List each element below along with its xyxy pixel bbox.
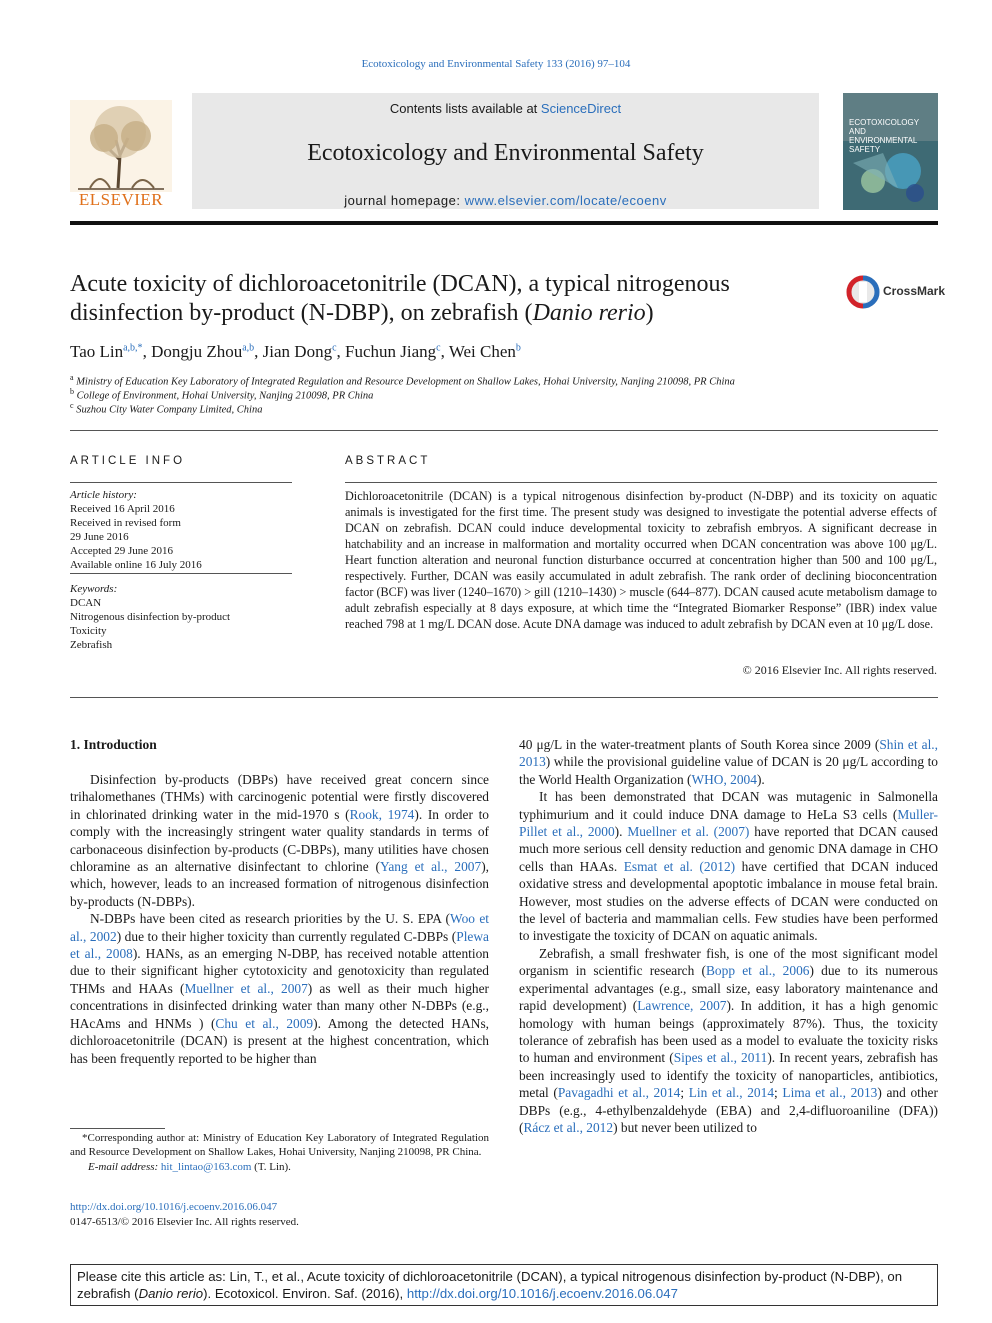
body-text: ). In addition, it has a high genomic homology with human beings (approximately 87%). Thus, the toxicity tolerance of zebrafish has been used as a model to evaluate the toxicity risks to human and environment ( xyxy=(519,998,939,1066)
email-label: E-mail address: xyxy=(88,1160,159,1173)
citation-link[interactable]: Shin et al., 2013 xyxy=(519,737,938,770)
article-title xyxy=(70,270,820,328)
author-name[interactable]: Dongju Zhou xyxy=(151,342,243,361)
crossmark-icon xyxy=(845,274,881,310)
email-suffix: (T. Lin). xyxy=(251,1160,291,1173)
journal-cover[interactable] xyxy=(843,93,938,210)
cite-doi-link[interactable]: http://dx.doi.org/10.1016/j.ecoenv.2016.06.047 xyxy=(406,1286,678,1301)
footnote-rule xyxy=(70,1128,165,1129)
body-text: ). In recent years, zebrafish has been increasingly used to identify the toxicity of nanoparticles, antibiotics, metal ( xyxy=(519,1050,938,1101)
body-text: have reported that DCAN caused much more serious cell density reduction and genomic DNA damage in CHO cells than HAAs. xyxy=(519,824,938,874)
body-text: Zebrafish, a small freshwater fish, is one of the most significant model organism in scientific research ( xyxy=(519,945,938,979)
body-text: ; xyxy=(774,1085,783,1101)
citation-link[interactable]: Muellner et al. (2007) xyxy=(627,824,750,840)
citation-link[interactable]: Woo et al., 2002 xyxy=(70,911,490,944)
author-separator: , xyxy=(336,342,346,361)
footnote xyxy=(70,1131,489,1174)
divider xyxy=(70,482,292,483)
body-text: ). HANs, as an emerging N-DBP, has received notable attention due to their significant higher cytotoxicity and genotoxicity than regulated THMs and HAAs ( xyxy=(70,946,489,996)
citation-link[interactable]: Rook, 1974 xyxy=(349,806,415,822)
citation-link[interactable]: Muellner et al., 2007 xyxy=(184,980,308,996)
elsevier-logo xyxy=(70,100,172,210)
body-text: ). In order to comply with the increasingly stringent water quality standards in terms of carbonaceous disinfection by-products (C-DBPs), many utilities have chosen chloramine as an alternative disinfectant to chlorine ( xyxy=(70,806,489,875)
issn-line: 0147-6513/© 2016 Elsevier Inc. All rights reserved. xyxy=(70,1216,299,1228)
header-rule xyxy=(70,221,938,225)
journal-homepage-link[interactable]: www.elsevier.com/locate/ecoenv xyxy=(464,193,667,208)
citation-link[interactable]: Chu et al., 2009 xyxy=(215,1015,314,1031)
elsevier-wordmark: ELSEVIER xyxy=(78,190,164,209)
author-affiliation-marker[interactable]: a,b,* xyxy=(123,342,143,354)
author-list xyxy=(70,342,930,362)
keyword: Zebrafish xyxy=(70,639,113,651)
citation-link[interactable]: Lima et al., 2013 xyxy=(782,1085,878,1101)
history-item: Received 16 April 2016 xyxy=(70,503,175,515)
contents-line xyxy=(192,101,819,116)
crossmark-label: CrossMark xyxy=(883,284,946,298)
body-text: ), which, however, leads to an increased formation of nitrogenous disinfection by-products (N-DBPs). xyxy=(70,859,489,909)
keyword: Toxicity xyxy=(70,625,107,637)
history-item: Accepted 29 June 2016 xyxy=(70,545,173,557)
citation-link[interactable]: Lawrence, 2007 xyxy=(637,998,727,1014)
title-close: ) xyxy=(645,300,654,326)
title-text: Acute toxicity of dichloroacetonitrile (DCAN), a typical nitrogenous disinfection by-product (N-DBP), on zebrafish ( xyxy=(70,271,730,326)
body-text: Disinfection by-products (DBPs) have received great concern since trihalomethanes (THMs) with carcinogenic potential were firstly discovered in chlorinated drinking water in the mid-1970 s ( xyxy=(70,772,489,822)
history-item: Received in revised form xyxy=(70,517,181,529)
cite-prefix: Please cite this article as: Lin, T., et al., Acute toxicity of dichloroacetonitrile (DCAN), a typical nitrogenous disinfection by-product (N-DBP), on zebrafish ( xyxy=(77,1269,903,1301)
body-text: ) due to their higher toxicity than currently regulated C-DBPs ( xyxy=(116,928,457,944)
author-separator: , xyxy=(440,342,449,361)
body-text: ) while the provisional guideline value of DCAN is 20 μg/L according to the World Health Organization ( xyxy=(519,754,938,787)
abstract-copyright: © 2016 Elsevier Inc. All rights reserved. xyxy=(742,663,937,677)
abstract-text: Dichloroacetonitrile (DCAN) is a typical nitrogenous disinfection by-product (N-DBP) and its toxicity on aquatic animals is investigated for the first time. The present study was designed to investigate the potential adverse effects of DCAN on zebrafish. DCAN could induce developmental toxicity to zebrafish embryos. A significant decrease in hatchability and an increase in malformation and mortality occurred when DCAN concentration was above 100 μg/L. Heart function alteration and neuronal function disturbance occurred at concentration higher than 500 and 100 μg/L, respectively. Further, DCAN was easily accumulated in adult zebrafish. The rank order of declining bioconcentration factor (BCF) was liver (1240–1670) > gill (1210–1430) > muscle (644–877). DCAN caused acute metabolism damage to adult zebrafish especially at 8 days exposure, at which time the “Integrated Biomarker Response” (IBR) index value reached 798 at 1 mg/L DCAN dose. Acute DNA damage was induced to adult zebrafish by DCAN even at 10 μg/L dose. xyxy=(345,489,937,631)
history-label: Article history: xyxy=(70,489,137,501)
author-separator: , xyxy=(142,342,152,361)
body-paragraph xyxy=(519,736,938,788)
citation-link[interactable]: Rácz et al., 2012 xyxy=(523,1119,614,1135)
author-name[interactable]: Jian Dong xyxy=(262,342,333,361)
history-item: 29 June 2016 xyxy=(70,531,129,543)
body-paragraph xyxy=(519,788,938,945)
citation-link[interactable]: Lin et al., 2014 xyxy=(688,1085,775,1101)
affiliation-a xyxy=(70,373,930,388)
history-item: Available online 16 July 2016 xyxy=(70,559,202,571)
body-text: ). Among the detected HANs, dichloroacetonitrile (DCAN) is present at the highest concentration, which has been frequently reported to be higher than xyxy=(70,1015,490,1066)
body-text: ). xyxy=(756,771,765,787)
body-text: ) but never been utilized to xyxy=(613,1119,757,1135)
body-paragraph xyxy=(519,945,938,1136)
journal-citation-link[interactable]: Ecotoxicology and Environmental Safety 133 (2016) 97–104 xyxy=(361,58,631,70)
cover-title: ECOTOXICOLOGY AND ENVIRONMENTAL SAFETY xyxy=(849,118,919,154)
crossmark-badge[interactable] xyxy=(845,274,946,310)
body-paragraph xyxy=(70,771,489,910)
body-text: 40 μg/L in the water-treatment plants of South Korea since 2009 ( xyxy=(519,737,880,752)
author-name[interactable]: Fuchun Jiang xyxy=(345,342,437,361)
body-text: ; xyxy=(680,1085,689,1101)
body-text: ) as well as their much higher concentrations in disinfected drinking water than many other N-DBPs (e.g., HAcAms and HNMs ) ( xyxy=(70,980,489,1031)
author-affiliation-marker[interactable]: c xyxy=(436,342,441,354)
citation-link[interactable]: Plewa et al., 2008 xyxy=(70,928,489,962)
citation-link[interactable]: Pavagadhi et al., 2014 xyxy=(557,1085,681,1101)
affiliation-c xyxy=(70,401,930,416)
body-text: ). xyxy=(614,824,628,840)
citation-link[interactable]: Esmat et al. (2012) xyxy=(623,858,736,874)
sciencedirect-link[interactable]: ScienceDirect xyxy=(540,101,622,116)
keywords-label: Keywords: xyxy=(70,583,118,595)
affiliation-text: College of Environment, Hohai University, Nanjing 210098, PR China xyxy=(76,390,374,402)
abstract-heading: ABSTRACT xyxy=(345,455,431,467)
affiliation-key: b xyxy=(70,387,74,396)
body-paragraph xyxy=(70,910,489,1067)
affiliation-b xyxy=(70,387,930,402)
journal-name: Ecotoxicology and Environmental Safety xyxy=(307,140,704,166)
body-text: N-DBPs have been cited as research priorities by the U. S. EPA ( xyxy=(90,911,450,927)
citation-link[interactable]: Bopp et al., 2006 xyxy=(706,963,810,979)
divider xyxy=(70,430,938,431)
divider xyxy=(70,573,292,574)
author-name[interactable]: Wei Chen xyxy=(448,342,516,361)
author-affiliation-marker[interactable]: b xyxy=(515,342,521,354)
citation-link[interactable]: Sipes et al., 2011 xyxy=(673,1050,768,1066)
section-heading: 1. Introduction xyxy=(70,737,157,752)
citation-link[interactable]: Muller-Pillet et al., 2000 xyxy=(519,806,938,840)
author-separator: , xyxy=(254,342,263,361)
homepage-prefix: journal homepage: xyxy=(344,193,465,208)
keyword: DCAN xyxy=(70,597,102,609)
body-column-right xyxy=(519,736,938,1136)
body-text: ) due to its numerous experimental advantages (e.g., small size, easy laboratory maintenance and rapid development) ( xyxy=(519,963,938,1014)
affiliation-key: c xyxy=(70,401,74,410)
divider xyxy=(70,697,938,698)
body-text: have certified that DCAN induced oxidative stress and developmental apoptotic imbalance in mouse fetal brain. However, most studies on the adverse effects of DCAN were conducted on the level of bacteria and mammalian cells. Few studies have been performed to investigate the toxicity of DCAN on aquatic animals. xyxy=(519,858,939,944)
citation-link[interactable]: WHO, 2004 xyxy=(691,771,757,787)
body-text: ) and other DBPs (e.g., 4-ethylbenzaldehyde (EBA) and 2,4-difluoroaniline (DFA)) ( xyxy=(519,1085,938,1135)
cite-box xyxy=(70,1264,938,1306)
body-column-left xyxy=(70,771,489,1067)
email-link[interactable]: hit_lintao@163.com xyxy=(160,1160,252,1173)
cite-middle: ). Ecotoxicol. Environ. Saf. (2016), xyxy=(203,1286,407,1301)
body-text: It has been demonstrated that DCAN was mutagenic in Salmonella typhimurium and it could induce DNA damage to HeLa S3 cells ( xyxy=(519,789,938,822)
article-info-heading: ARTICLE INFO xyxy=(70,455,186,467)
email-line xyxy=(70,1160,489,1174)
corresponding-note: *Corresponding author at: Ministry of Education Key Laboratory of Integrated Regulation and Resource Development on Shallow Lakes, Hohai University, Nanjing 210098, PR China. xyxy=(70,1132,489,1159)
corresponding-text: Corresponding author at: Ministry of Education Key Laboratory of Integrated Regulation and Resource Development on Shallow Lakes, Hohai University, Nanjing 210098, PR China. xyxy=(70,1132,489,1159)
contents-prefix: Contents lists available at xyxy=(389,101,541,116)
keyword: Nitrogenous disinfection by-product xyxy=(70,611,231,623)
homepage-line xyxy=(192,193,819,208)
affiliation-text: Ministry of Education Key Laboratory of Integrated Regulation and Resource Development on Shallow Lakes, Hohai University, Nanjing 210098, PR China xyxy=(76,376,735,388)
title-species: Danio rerio xyxy=(532,300,646,326)
cite-species: Danio rerio xyxy=(138,1286,204,1301)
divider xyxy=(345,482,937,483)
doi-link[interactable]: http://dx.doi.org/10.1016/j.ecoenv.2016.06.047 xyxy=(70,1201,278,1213)
author-affiliation-marker[interactable]: a,b xyxy=(242,342,255,354)
affiliation-key: a xyxy=(70,373,74,382)
affiliation-text: Suzhou City Water Company Limited, China xyxy=(76,404,263,416)
citation-link[interactable]: Yang et al., 2007 xyxy=(380,859,482,875)
author-name[interactable]: Tao Lin xyxy=(70,342,124,361)
author-affiliation-marker[interactable]: c xyxy=(332,342,337,354)
